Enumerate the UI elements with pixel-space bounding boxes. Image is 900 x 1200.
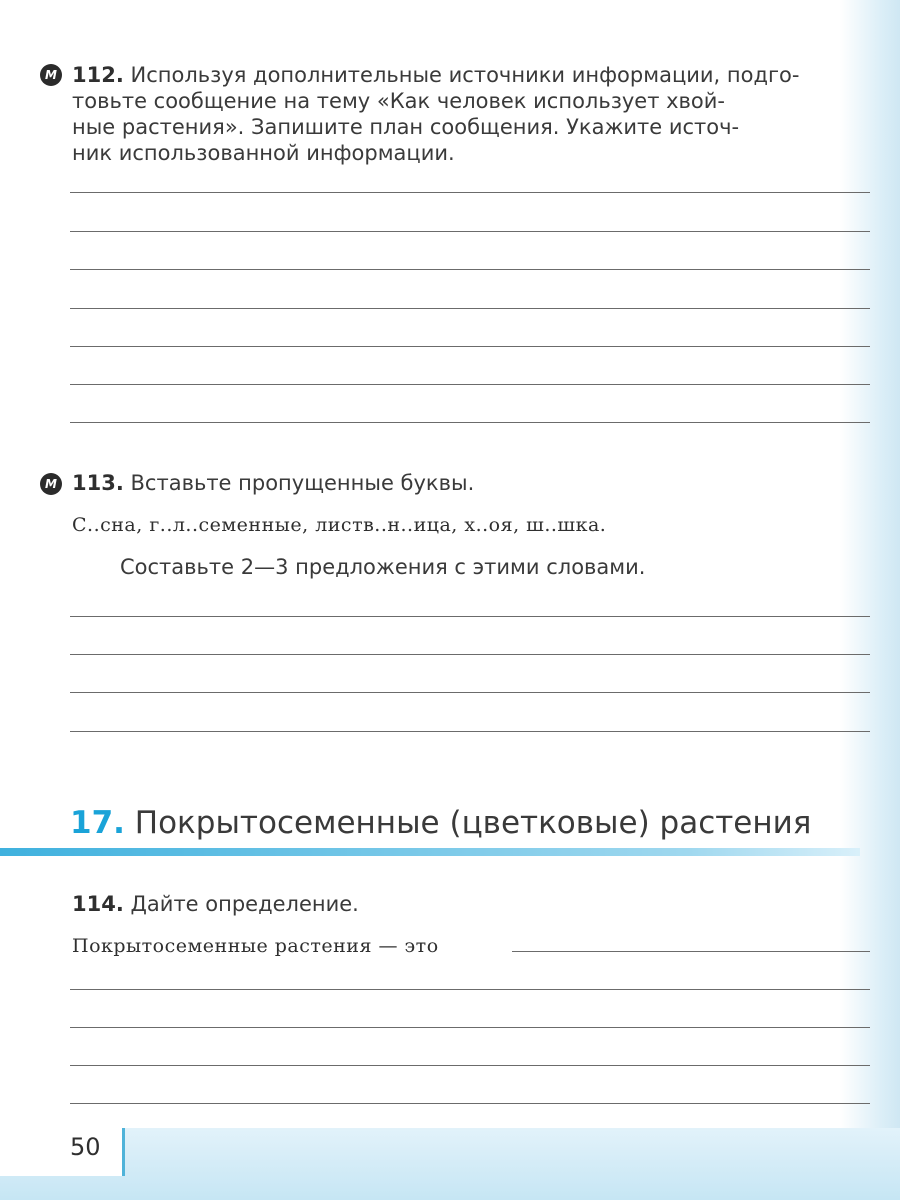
answer-line[interactable] (70, 269, 870, 270)
answer-line[interactable] (70, 231, 870, 232)
answer-line[interactable] (70, 616, 870, 617)
answer-line[interactable] (70, 654, 870, 655)
answer-line[interactable] (70, 422, 870, 423)
task-112 (72, 62, 872, 166)
section-title-text: Покрытосеменные (цветковые) растения (134, 805, 812, 841)
answer-line[interactable] (70, 1103, 870, 1104)
section-heading (70, 805, 811, 841)
task-number: 113. (72, 471, 124, 495)
task-114-instruction (72, 891, 359, 917)
task-text-line: ные растения». Запишите план сообщения. Укажите источ- (72, 115, 740, 139)
method-badge-icon: M (40, 64, 62, 86)
answer-line[interactable] (70, 1065, 870, 1066)
task-text-line: Используя дополнительные источники информации, подго- (130, 63, 800, 87)
section-divider (0, 848, 860, 856)
task-number: 112. (72, 63, 124, 87)
task-text-line: товьте сообщение на тему «Как человек использует хвой- (72, 89, 726, 113)
answer-line[interactable] (70, 384, 870, 385)
section-number: 17. (70, 805, 125, 841)
answer-line[interactable] (70, 731, 870, 732)
answer-line[interactable] (70, 692, 870, 693)
answer-line[interactable] (512, 951, 870, 952)
page-number-box (0, 1128, 125, 1176)
task-113-instruction (72, 470, 474, 496)
method-badge-icon: M (40, 473, 62, 495)
answer-line[interactable] (70, 308, 870, 309)
page-number: 50 (70, 1133, 101, 1161)
task-instruction: Вставьте пропущенные буквы. (130, 471, 475, 495)
answer-line[interactable] (70, 989, 870, 990)
page-edge-shadow (840, 0, 900, 1200)
task-instruction: Дайте определение. (130, 892, 359, 916)
task-text-line: ник использованной информации. (72, 141, 455, 165)
answer-line[interactable] (70, 346, 870, 347)
answer-line[interactable] (70, 1027, 870, 1028)
task-sub-instruction: Составьте 2—3 предложения с этими словами. (120, 555, 646, 579)
answer-line[interactable] (70, 192, 870, 193)
footer-band (0, 1128, 900, 1200)
definition-prompt: Покрытосеменные растения — это (72, 935, 439, 957)
task-number: 114. (72, 892, 124, 916)
words-with-gaps: С..сна, г..л..семенные, листв..н..ица, х..оя, ш..шка. (72, 514, 607, 536)
